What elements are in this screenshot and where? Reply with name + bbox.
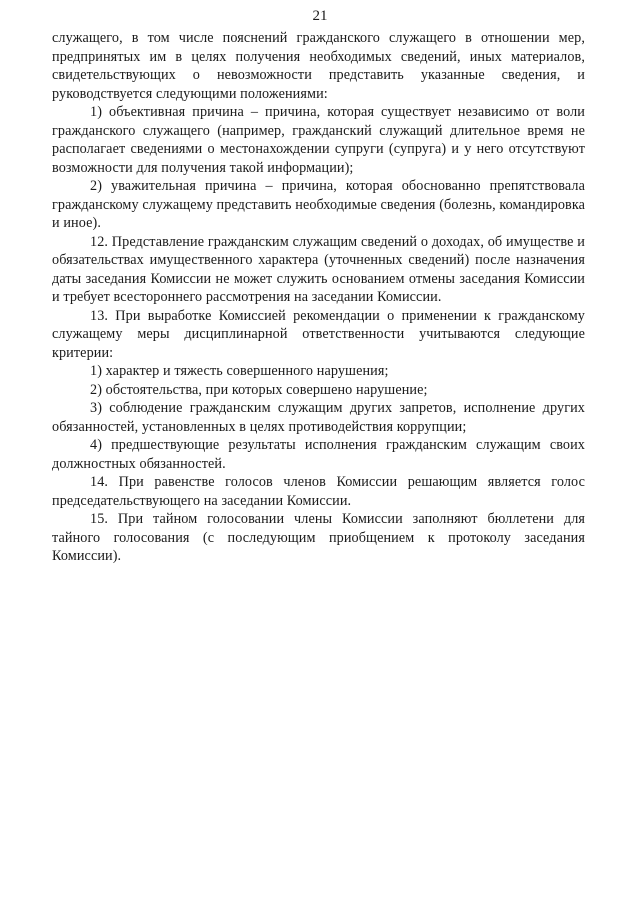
paragraph-item-15: 15. При тайном голосовании члены Комиссии заполняют бюллетени для тайного голосования (с последующим приобщением к протоколу заседания Комиссии). <box>52 511 585 564</box>
paragraph-objective-reason: 1) объективная причина – причина, которая существует независимо от воли гражданского служащего (например, гражданский служащий длительное время не располагает сведениями о местонахождении супруги (супруга) и у него отсутствуют возможности для получения такой информации); <box>52 104 585 176</box>
criterion-1: 1) характер и тяжесть совершенного нарушения; <box>90 363 389 379</box>
paragraph-continuation: служащего, в том числе пояснений гражданского служащего в отношении мер, предпринятых им в целях получения необходимых сведений, иных материалов, свидетельствующих о невозможности представить указанные сведения, и руководствуется следующими положениями: <box>52 30 585 102</box>
criterion-3: 3) соблюдение гражданским служащим других запретов, исполнение других обязанностей, установленных в целях противодействия коррупции; <box>52 400 585 435</box>
criterion-4: 4) предшествующие результаты исполнения гражданским служащим своих должностных обязанностей. <box>52 437 585 472</box>
paragraph-item-14: 14. При равенстве голосов членов Комиссии решающим является голос председательствующего на заседании Комиссии. <box>52 474 585 509</box>
paragraph-item-12: 12. Представление гражданским служащим сведений о доходах, об имуществе и обязательствах имущественного характера (уточненных сведений) после назначения даты заседания Комиссии не может служить основанием отмены заседания Комиссии и требует всестороннего рассмотрения на заседании Комиссии. <box>52 233 585 305</box>
criterion-2: 2) обстоятельства, при которых совершено нарушение; <box>90 381 428 398</box>
document-body <box>52 29 585 566</box>
paragraph-valid-reason: 2) уважительная причина – причина, которая обоснованно препятствовала гражданскому служащему представить необходимые сведения (болезнь, командировка и иное). <box>52 178 586 231</box>
paragraph-item-13: 13. При выработке Комиссией рекомендации о применении к гражданскому служащему меры дисциплинарной ответственности учитываются следующие критерии: <box>52 307 585 361</box>
page-number: 21 <box>312 8 328 24</box>
